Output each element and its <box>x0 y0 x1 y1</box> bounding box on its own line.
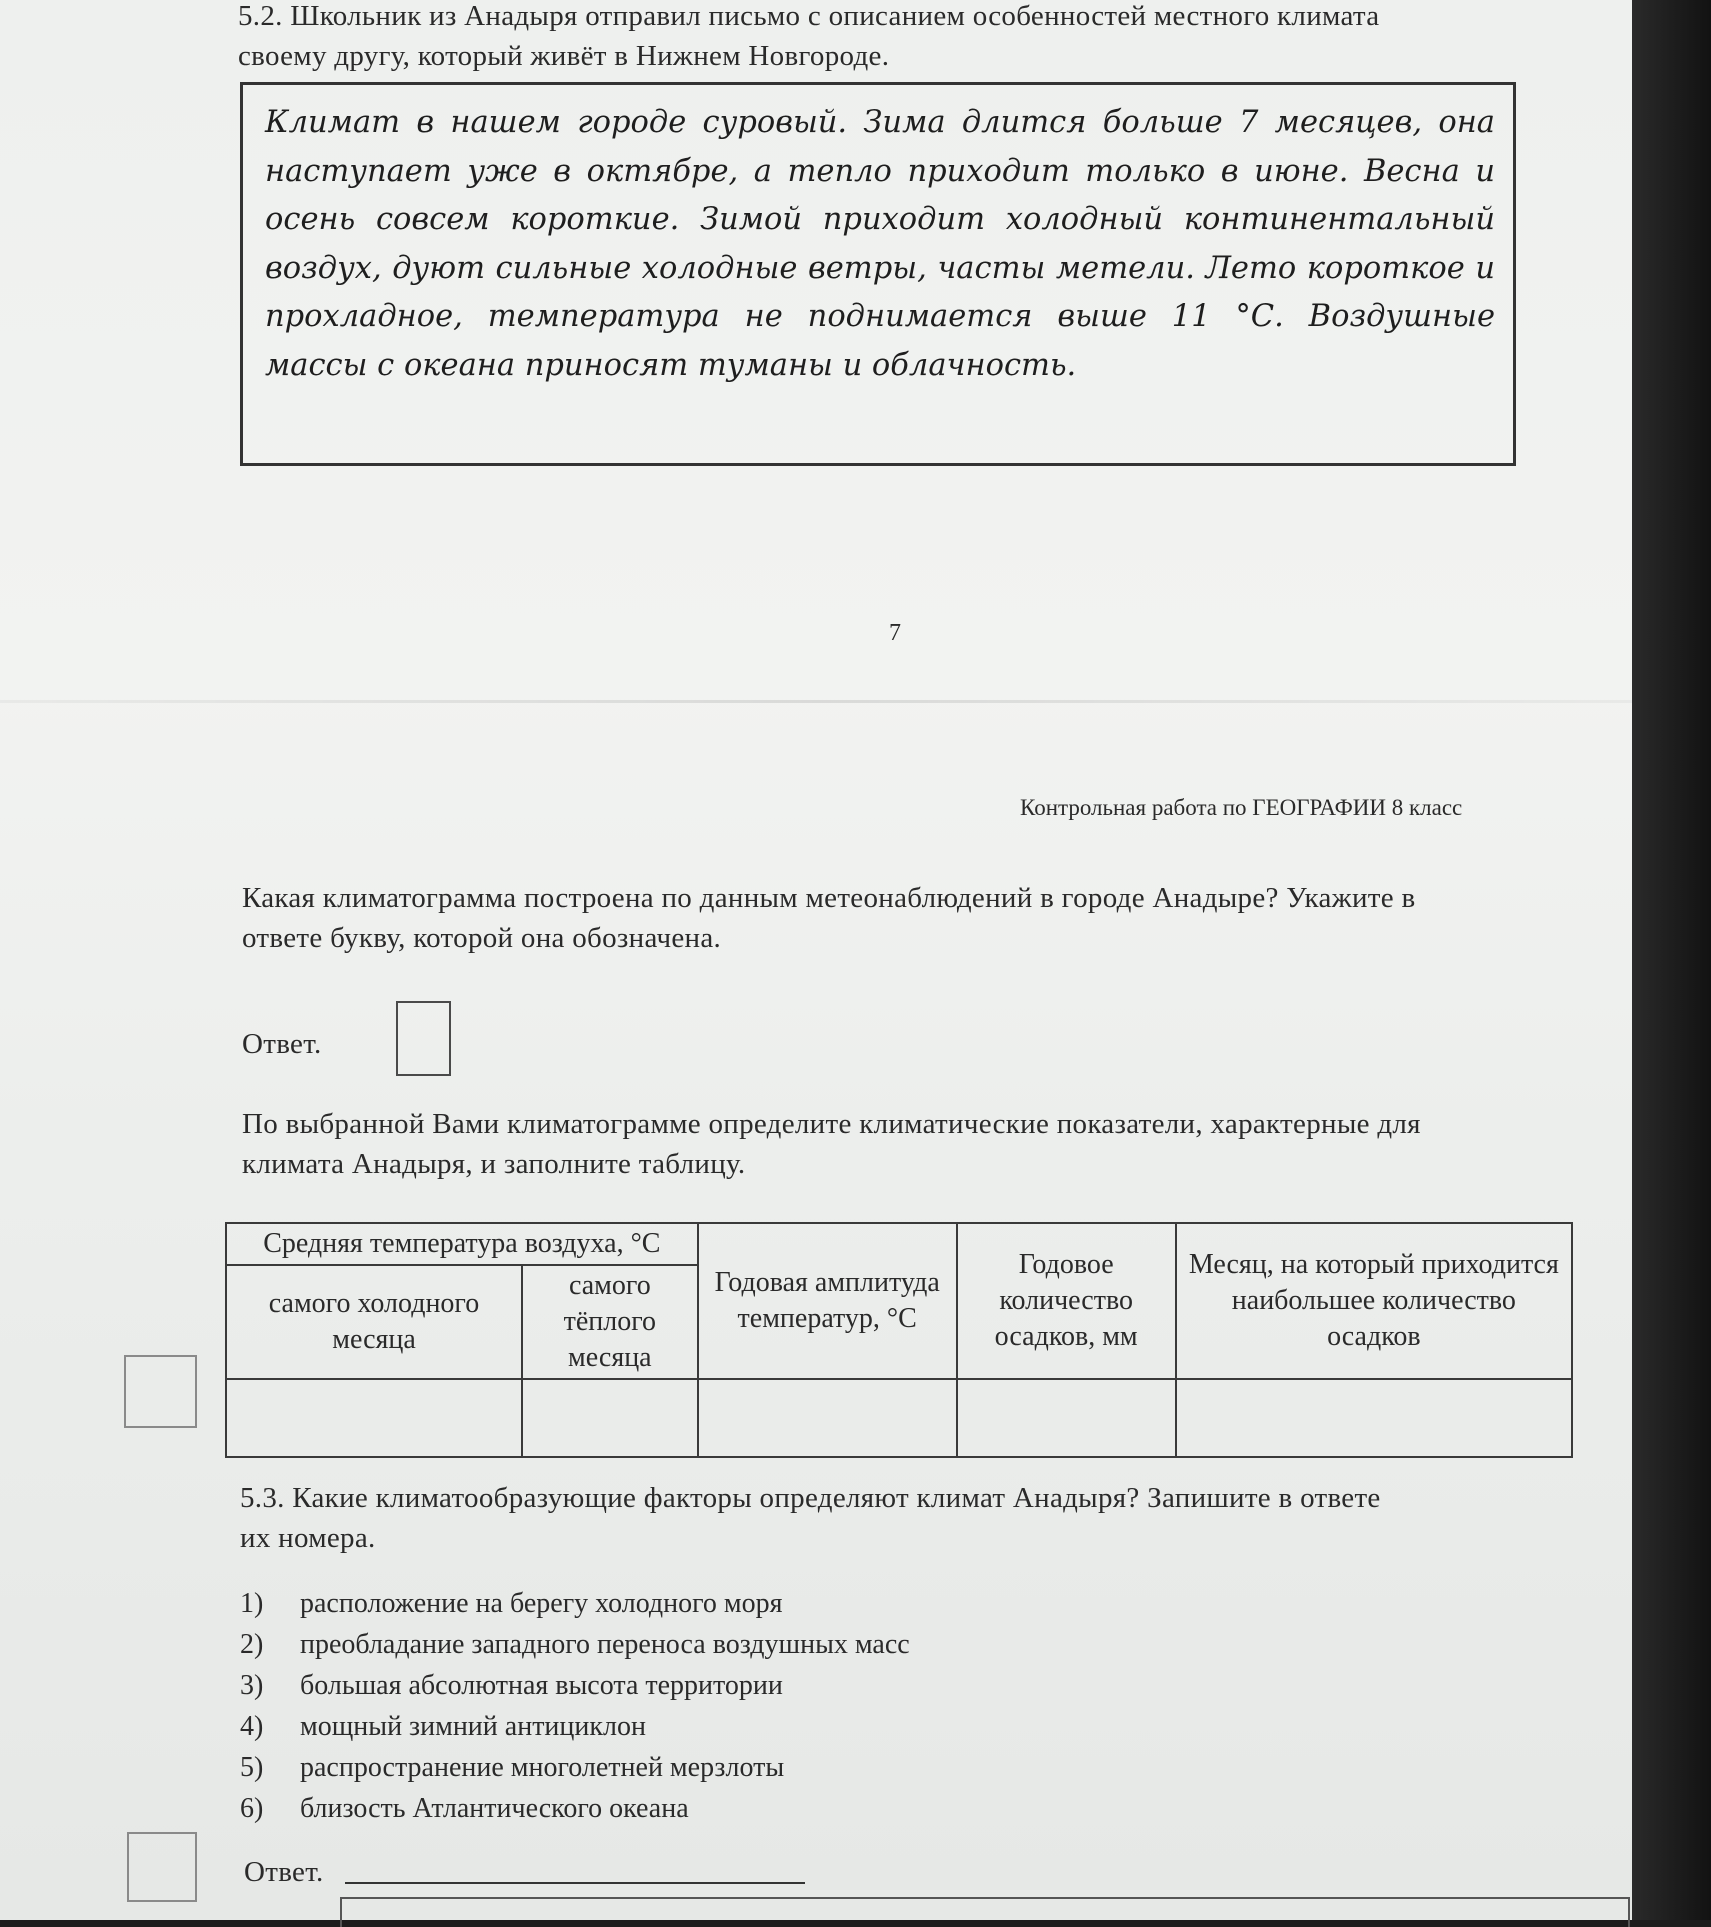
cell-amplitude[interactable] <box>698 1379 957 1457</box>
header-coldest-month: самого холодного месяца <box>226 1265 522 1379</box>
task-5-2-line2: своему другу, который живёт в Нижнем Новгороде. <box>238 40 890 72</box>
page-number: 7 <box>889 620 901 646</box>
climatogram-question <box>242 878 1415 958</box>
letter-text: Климат в нашем городе суровый. Зима длится больше 7 месяцев, она наступает уже в октябре, а тепло приходит только в июне. Весна и осень совсем короткие. Зимой приходит холодный континентальный воздух, дуют сильные холодные ветры, часты метели. Лето короткое и прохладное, температура не поднимается выше 11 °С. Воздушные массы с океана приносят туманы и облачность. <box>265 105 1495 383</box>
task-5-3-line2: их номера. <box>240 1522 376 1554</box>
task-5-2-line1: 5.2. Школьник из Анадыря отправил письмо с описанием особенностей местного климата <box>238 0 1380 32</box>
cell-coldest-month[interactable] <box>226 1379 522 1457</box>
header-warmest-month: самого тёплого месяца <box>522 1265 698 1379</box>
cell-precipitation[interactable] <box>957 1379 1176 1457</box>
score-box-table <box>124 1355 197 1428</box>
page-fold-line <box>0 700 1632 703</box>
table-question-line1: По выбранной Вами климатограмме определите климатические показатели, характерные для <box>242 1108 1421 1140</box>
list-item: 6) близость Атлантического океана <box>240 1793 689 1824</box>
list-item: 2) преобладание западного переноса воздушных масс <box>240 1629 910 1660</box>
task-5-3-text <box>240 1478 1381 1558</box>
header-avg-temp: Средняя температура воздуха, °С <box>226 1223 698 1265</box>
answer-label-2: Ответ. <box>244 1856 324 1888</box>
climatogram-question-line1: Какая климатограмма построена по данным метеонаблюдений в городе Анадыре? Укажите в <box>242 882 1416 914</box>
table-question <box>242 1104 1421 1184</box>
list-item: 4) мощный зимний антициклон <box>240 1711 646 1742</box>
header-max-precip-month: Месяц, на который приходится наибольшее количество осадков <box>1176 1223 1572 1379</box>
list-item: 3) большая абсолютная высота территории <box>240 1670 783 1701</box>
bottom-frame <box>340 1897 1630 1927</box>
cell-max-precip-month[interactable] <box>1176 1379 1572 1457</box>
task-5-2-text <box>238 0 1379 76</box>
answer-box-letter[interactable] <box>396 1001 451 1076</box>
climatogram-question-line2: ответе букву, которой она обозначена. <box>242 922 722 954</box>
letter-box <box>240 82 1516 466</box>
climate-table <box>225 1222 1573 1458</box>
score-box-factors <box>127 1832 197 1902</box>
header-amplitude: Годовая амплитуда температур, °С <box>698 1223 957 1379</box>
page-header: Контрольная работа по ГЕОГРАФИИ 8 класс <box>1020 795 1463 820</box>
header-precipitation: Годовое количество осадков, мм <box>957 1223 1176 1379</box>
answer-label: Ответ. <box>242 1028 322 1060</box>
dark-edge <box>1632 0 1711 1920</box>
table-question-line2: климата Анадыря, и заполните таблицу. <box>242 1148 746 1180</box>
list-item: 5) распространение многолетней мерзлоты <box>240 1752 785 1783</box>
task-5-3-line1: 5.3. Какие климатообразующие факторы определяют климат Анадыря? Запишите в ответе <box>240 1482 1381 1514</box>
cell-warmest-month[interactable] <box>522 1379 698 1457</box>
factor-list <box>240 1583 910 1829</box>
answer-line-factors[interactable] <box>345 1882 805 1884</box>
list-item: 1) расположение на берегу холодного моря <box>240 1588 783 1619</box>
